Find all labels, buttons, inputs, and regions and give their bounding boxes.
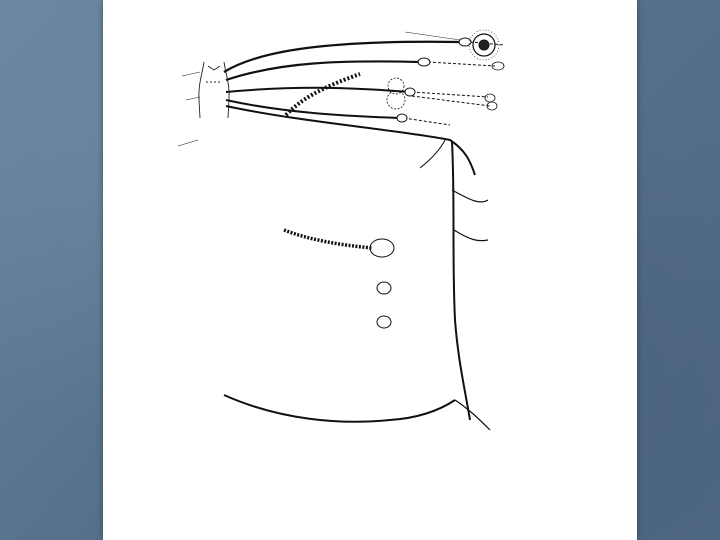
- splanchnic-nerve: [284, 230, 372, 248]
- eye-icon: [469, 30, 499, 60]
- celiac-ganglion: [370, 239, 394, 257]
- cranial-ganglia: [397, 38, 471, 122]
- vagus-nerve-path: [420, 140, 488, 420]
- prevertebral-ganglia: [370, 239, 394, 328]
- cranial-pathways: [224, 42, 505, 175]
- ciliary-ganglion: [459, 38, 471, 46]
- pterygopalatine-ganglion: [418, 58, 430, 66]
- head-labels: [405, 32, 460, 40]
- carotid-plexus: [286, 74, 360, 115]
- submandibular-ganglion: [405, 88, 415, 96]
- pelvic-pathways: [224, 395, 490, 430]
- head-glands: [387, 62, 504, 110]
- lower-mesenteric-ganglion: [377, 316, 391, 328]
- upper-mesenteric-ganglion: [377, 282, 391, 294]
- otic-ganglion: [397, 114, 407, 122]
- cns-labels: [178, 72, 200, 146]
